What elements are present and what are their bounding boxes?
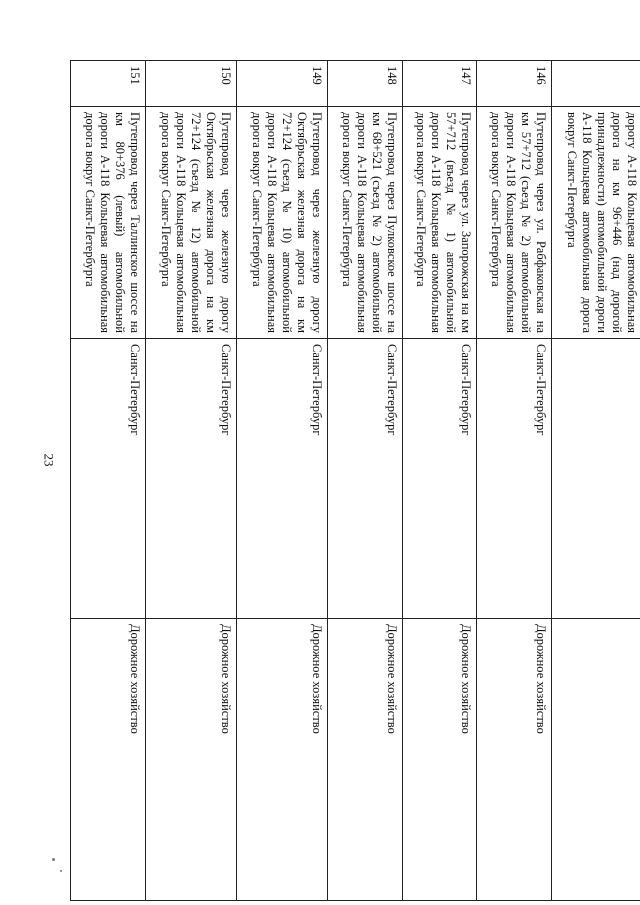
cell-object-name: Путепровод через Пулковское шоссе на км 68+521 (съезд № 2) автомобильной дороги А-118 Кольцевая автомобильная дорога вокруг Санкт-Петербурга — [328, 107, 403, 339]
table-row-continuation — [551, 61, 640, 901]
cell-location: Санкт-Петербург — [71, 339, 146, 619]
cell-object-name: Путепровод через ул. Запорожская на км 57+712 (въезд № 1) автомобильной дороги А-118 Кольцевая автомобильная дорога вокруг Санкт-Петербурга — [402, 107, 477, 339]
cell-number: 151 — [71, 61, 146, 107]
table-row — [145, 61, 236, 901]
cell-object-name: Путепровод через железную дорогу Октябрьская железная дорога на км 72+124 (съезд № 12) автомобильной дороги А-118 Кольцевая автомобильная дорога вокруг Санкт-Петербурга — [145, 107, 236, 339]
cell-type: Дорожное хозяйство — [328, 619, 403, 901]
table-row — [328, 61, 403, 901]
cell-location: Санкт-Петербург — [328, 339, 403, 619]
table-row — [236, 61, 327, 901]
cell-object-name: дорогу А-118 Кольцевая автомобильная дорога на км 96+446 (над дорогой принадлежности) автомобильной дороги А-118 Кольцевая автомобильная дорога вокруг Санкт-Петербурга — [551, 107, 640, 339]
table-row — [402, 61, 477, 901]
registry-table — [70, 60, 640, 901]
cell-number: 148 — [328, 61, 403, 107]
cell-location: Санкт-Петербург — [477, 339, 552, 619]
cell-type: Дорожное хозяйство — [402, 619, 477, 901]
cell-type: Дорожное хозяйство — [145, 619, 236, 901]
page-number: 23 — [41, 453, 57, 467]
scan-speck — [52, 858, 55, 861]
table-row — [71, 61, 146, 901]
cell-location — [551, 339, 640, 619]
cell-location: Санкт-Петербург — [402, 339, 477, 619]
cell-number: 150 — [145, 61, 236, 107]
cell-location: Санкт-Петербург — [145, 339, 236, 619]
registry-table-frame — [70, 60, 640, 900]
cell-number: 149 — [236, 61, 327, 107]
cell-type: Дорожное хозяйство — [477, 619, 552, 901]
cell-number: 147 — [402, 61, 477, 107]
cell-object-name: Путепровод через железную дорогу Октябрьская железная дорога на км 72+124 (съезд № 10) автомобильной дороги А-118 Кольцевая автомобильная дорога вокруг Санкт-Петербурга — [236, 107, 327, 339]
scan-speck — [60, 870, 62, 872]
cell-type: Дорожное хозяйство — [236, 619, 327, 901]
cell-type — [551, 619, 640, 901]
table-row — [477, 61, 552, 901]
cell-location: Санкт-Петербург — [236, 339, 327, 619]
cell-number: 146 — [477, 61, 552, 107]
cell-type: Дорожное хозяйство — [71, 619, 146, 901]
cell-object-name: Путепровод через Таллинское шоссе на км 80+376 (левый) автомобильной дороги А-118 Кольцевая автомобильная дорога вокруг Санкт-Петербурга — [71, 107, 146, 339]
cell-number — [551, 61, 640, 107]
cell-object-name: Путепровод через ул. Рабфаковская на км 57+712 (съезд № 2) автомобильной дороги А-118 Кольцевая автомобильная дорога вокруг Санкт-Петербурга — [477, 107, 552, 339]
